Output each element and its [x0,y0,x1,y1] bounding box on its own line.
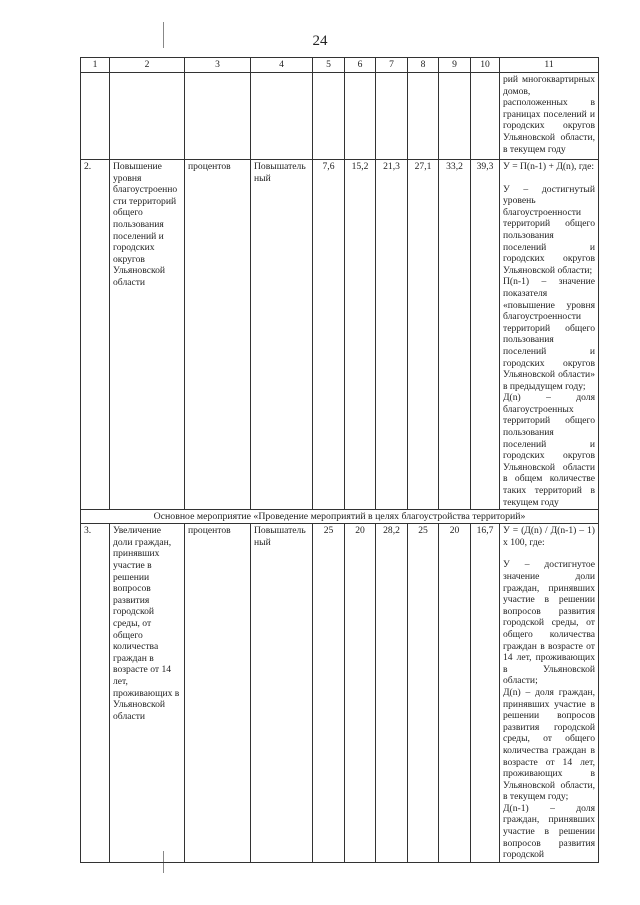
section-title: Основное мероприятие «Проведение мероприятий в целях благоустройства территорий» [81,510,599,524]
header-cell: 7 [376,58,408,73]
value-cell: 20 [439,524,471,863]
formula: У = П(n-1) + Д(n), где: [503,161,595,172]
value-cell: 21,3 [376,160,408,510]
row-number: 2. [81,160,110,510]
method-cell [500,160,599,510]
value-cell: 7,6 [313,160,345,510]
value-cell: 33,2 [439,160,471,510]
header-cell: 1 [81,58,110,73]
value-cell: 16,7 [471,524,500,863]
method-cell: рий многоквартирных домов, расположенных в границах поселений и городских округов Ульяновской области, в текущем году [500,73,599,160]
scan-mark [163,22,164,48]
definition: У – достигнутый уровень благоустроенности территорий общего пользования поселений и городских округов Ульяновской области; [503,183,595,276]
definition: У – достигнутое значение доли граждан, принявших участие в решении вопросов развития городской среды, от общего количества граждан в возрасте от 14 лет, проживающих в Ульяновской области; [503,559,595,687]
value-cell: 15,2 [345,160,376,510]
value-cell: 28,2 [376,524,408,863]
definition: Д(n-1) – доля граждан, принявших участие в решении вопросов развития городской [503,802,595,861]
header-cell: 5 [313,58,345,73]
definition: П(n-1) – значение показателя «повышение уровня благоустроенности территорий общего пользования поселений и городских округов Ульяновской области» в предыдущем году; [503,276,595,392]
value-cell: 27,1 [408,160,439,510]
formula: У = (Д(n) / Д(n-1) – 1) x 100, где: [503,525,595,548]
value-cell: 25 [408,524,439,863]
header-cell: 2 [110,58,185,73]
definition: Д(n) – доля граждан, принявших участие в решении вопросов развития городской среды, от общего количества граждан в возрасте от 14 лет, проживающих в Ульяновской области, в текущем году; [503,686,595,803]
header-cell: 8 [408,58,439,73]
header-row [81,58,599,73]
direction-cell: Повышательный [251,524,313,863]
definition: Д(n) – доля благоустроенных территорий общего пользования поселений и городских округов Ульяновской области в общем количестве таких территорий в текущем году [503,392,595,508]
header-cell: 6 [345,58,376,73]
section-row [81,510,599,524]
header-cell: 3 [185,58,251,73]
header-cell: 9 [439,58,471,73]
row-number: 3. [81,524,110,863]
direction-cell: Повышательный [251,160,313,510]
unit-cell: процентов [185,160,251,510]
header-cell: 10 [471,58,500,73]
value-cell: 25 [313,524,345,863]
header-cell: 11 [500,58,599,73]
indicator-name: Увеличение доли граждан, принявших участие в решении вопросов развития городской среды, от общего количества граждан в возрасте от 14 лет, проживающих в Ульяновской области [110,524,185,863]
indicator-table [80,57,599,863]
method-cell [500,524,599,863]
indicator-name: Повышение уровня благоустроенности территорий общего пользования поселений и городских округов Ульяновской области [110,160,185,510]
table-row [81,160,599,510]
page-number: 24 [312,33,328,49]
table-row-continued [81,73,599,160]
table-row [81,524,599,863]
header-cell: 4 [251,58,313,73]
value-cell: 39,3 [471,160,500,510]
unit-cell: процентов [185,524,251,863]
value-cell: 20 [345,524,376,863]
